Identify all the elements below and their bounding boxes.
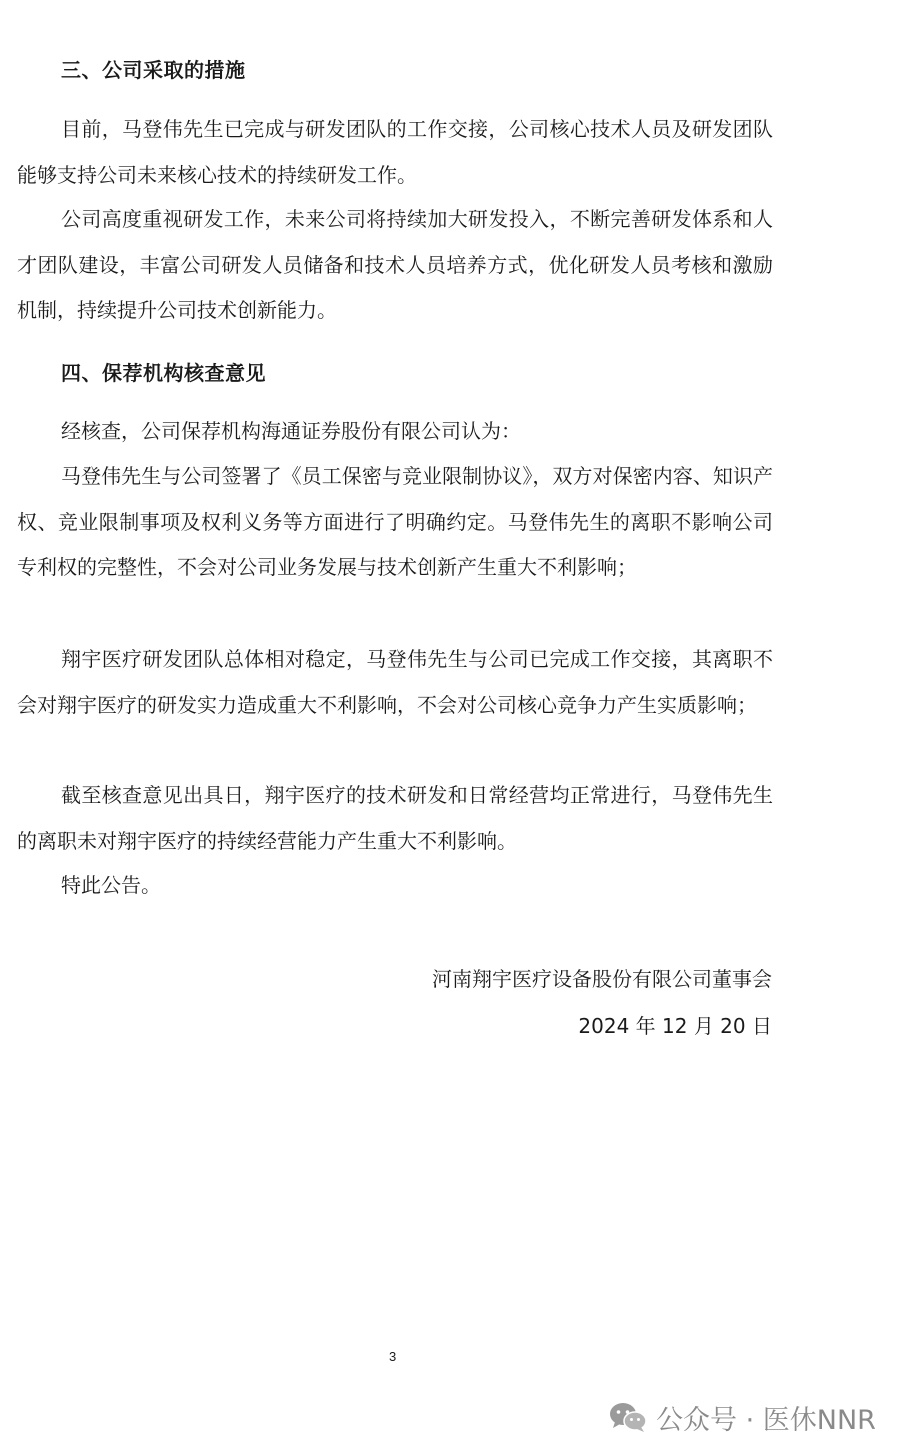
paragraph: 特此公告。	[61, 873, 161, 897]
section-heading: 三、公司采取的措施	[61, 58, 246, 82]
paragraph: 经核查，公司保荐机构海通证券股份有限公司认为：	[61, 419, 521, 443]
watermark-text: 公众号 · 医休NNR	[656, 1404, 876, 1436]
page-number: 3	[389, 1349, 397, 1364]
section-heading: 四、保荐机构核查意见	[61, 361, 266, 385]
paragraph: 截至核查意见出具日，翔宇医疗的技术研发和日常经营均正常进行，马登伟先生的离职未对翔宇医疗的持续经营能力产生重大不利影响。	[17, 783, 773, 853]
paragraph: 目前，马登伟先生已完成与研发团队的工作交接，公司核心技术人员及研发团队能够支持公司未来核心技术的持续研发工作。	[17, 117, 773, 187]
signature-company: 河南翔宇医疗设备股份有限公司董事会	[432, 967, 772, 991]
paragraph: 翔宇医疗研发团队总体相对稳定，马登伟先生与公司已完成工作交接，其离职不会对翔宇医疗的研发实力造成重大不利影响，不会对公司核心竞争力产生实质影响；	[17, 647, 773, 717]
watermark	[608, 1397, 876, 1437]
paragraph: 马登伟先生与公司签署了《员工保密与竞业限制协议》，双方对保密内容、知识产权、竞业限制事项及权利义务等方面进行了明确约定。马登伟先生的离职不影响公司专利权的完整性，不会对公司业务发展与技术创新产生重大不利影响；	[17, 464, 773, 579]
wechat-icon	[608, 1400, 648, 1434]
signature-date: 2024 年 12 月 20 日	[578, 1014, 772, 1038]
paragraph: 公司高度重视研发工作，未来公司将持续加大研发投入，不断完善研发体系和人才团队建设，丰富公司研发人员储备和技术人员培养方式，优化研发人员考核和激励机制，持续提升公司技术创新能力。	[17, 207, 773, 322]
